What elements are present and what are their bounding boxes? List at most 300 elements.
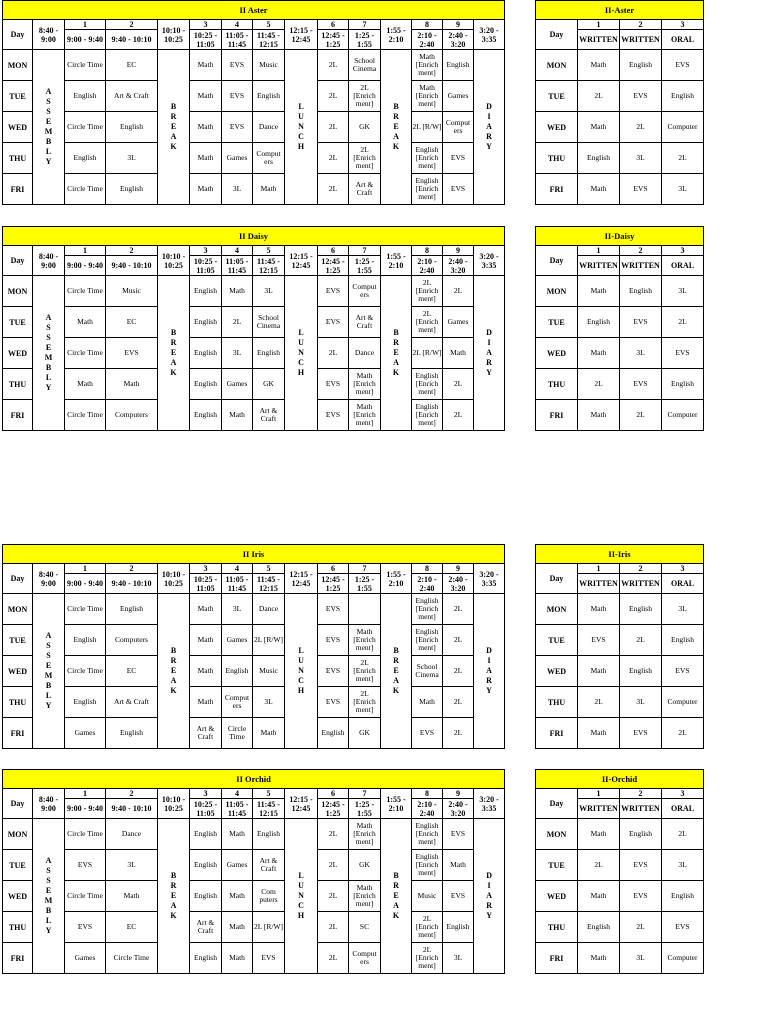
subject-cell: EC bbox=[106, 656, 158, 687]
subject-cell: English [Enrich ment] bbox=[412, 174, 443, 205]
day-label: THU bbox=[536, 912, 578, 943]
period-number: 6 bbox=[318, 564, 349, 574]
period-number: 2 bbox=[106, 789, 158, 799]
assessment-cell: EVS bbox=[620, 81, 662, 112]
section-title: II Iris bbox=[3, 545, 505, 564]
assessment-cell: 2L bbox=[620, 112, 662, 143]
assembly-time: 8:40 - 9:00 bbox=[33, 246, 65, 276]
assembly-time: 8:40 - 9:00 bbox=[33, 20, 65, 50]
assessment-cell: EVS bbox=[662, 656, 704, 687]
diary-time: 3:20 - 3:35 bbox=[474, 20, 505, 50]
day-label: THU bbox=[3, 369, 33, 400]
period-number: 3 bbox=[190, 246, 222, 256]
subject-cell: 2L bbox=[318, 850, 349, 881]
period-time: 12:45 - 1:25 bbox=[318, 799, 349, 819]
day-label: TUE bbox=[3, 81, 33, 112]
assessment-cell: EVS bbox=[620, 307, 662, 338]
subject-cell: 3L bbox=[106, 143, 158, 174]
subject-cell: EVS bbox=[318, 307, 349, 338]
period-number: 3 bbox=[662, 564, 704, 574]
period-number: 6 bbox=[318, 789, 349, 799]
assessment-cell: English bbox=[662, 81, 704, 112]
subject-cell: Dance bbox=[106, 819, 158, 850]
day-label: WED bbox=[3, 112, 33, 143]
assessment-cell: Math bbox=[578, 276, 620, 307]
assessment-cell: EVS bbox=[620, 718, 662, 749]
day-label: MON bbox=[536, 594, 578, 625]
subject-cell: EC bbox=[106, 912, 158, 943]
subject-cell: Dance bbox=[253, 594, 285, 625]
period-number: 4 bbox=[222, 564, 253, 574]
subject-cell: EVS bbox=[318, 625, 349, 656]
subject-cell: Circle Time bbox=[65, 594, 106, 625]
day-label: WED bbox=[3, 338, 33, 369]
section-timetable-1 bbox=[2, 226, 505, 431]
assessment-cell: EVS bbox=[620, 850, 662, 881]
lunch-time: 12:15 - 12:45 bbox=[285, 246, 318, 276]
period-number: 3 bbox=[662, 789, 704, 799]
period-time: 11:45 - 12:15 bbox=[253, 799, 285, 819]
subject-cell: Computers bbox=[106, 400, 158, 431]
subject-cell: EVS bbox=[443, 143, 474, 174]
day-label: THU bbox=[536, 687, 578, 718]
assessment-cell: Computer bbox=[662, 112, 704, 143]
day-label: MON bbox=[536, 276, 578, 307]
subject-cell: Math bbox=[190, 656, 222, 687]
subject-cell: Computers bbox=[106, 625, 158, 656]
subject-cell: English bbox=[190, 943, 222, 974]
period-number: 3 bbox=[190, 789, 222, 799]
subject-cell: Dance bbox=[253, 112, 285, 143]
subject-cell: EVS bbox=[443, 174, 474, 205]
subject-cell: 2L bbox=[318, 943, 349, 974]
subject-cell: 2L [Enrich ment] bbox=[349, 143, 381, 174]
assembly-label: A S S E M B L Y bbox=[33, 819, 65, 974]
subject-cell: EVS bbox=[318, 687, 349, 718]
period-time: 2:40 - 3:20 bbox=[443, 574, 474, 594]
assessment-cell: EVS bbox=[620, 881, 662, 912]
subject-cell: Math bbox=[190, 625, 222, 656]
day-header: Day bbox=[536, 564, 578, 594]
period-time: 10:25 - 11:05 bbox=[190, 799, 222, 819]
assessment-cell: English bbox=[620, 819, 662, 850]
subject-cell: English bbox=[190, 850, 222, 881]
assessment-cell: Math bbox=[578, 400, 620, 431]
subject-cell: Comput ers bbox=[443, 112, 474, 143]
period-number: 2 bbox=[620, 564, 662, 574]
subject-cell: EVS bbox=[222, 81, 253, 112]
subject-cell: 2L bbox=[443, 276, 474, 307]
subject-cell: 2L [R/W] bbox=[412, 338, 443, 369]
period-number: 5 bbox=[253, 564, 285, 574]
subject-cell: English bbox=[106, 174, 158, 205]
period-time: 2:10 - 2:40 bbox=[412, 574, 443, 594]
subject-cell: English [Enrich ment] bbox=[412, 369, 443, 400]
subject-cell: 2L bbox=[318, 881, 349, 912]
period-number: 4 bbox=[222, 246, 253, 256]
assessment-cell: 2L bbox=[578, 850, 620, 881]
subject-cell: English bbox=[190, 307, 222, 338]
day-header: Day bbox=[536, 246, 578, 276]
lunch-label: L U N C H bbox=[285, 50, 318, 205]
period-time: 9:40 - 10:10 bbox=[106, 799, 158, 819]
oral-header: ORAL bbox=[662, 799, 704, 819]
assessment-cell: Math bbox=[578, 50, 620, 81]
section-timetable-0 bbox=[2, 0, 505, 205]
break-label: B R E A K bbox=[158, 50, 190, 205]
period-time: 10:25 - 11:05 bbox=[190, 30, 222, 50]
subject-cell: GK bbox=[349, 112, 381, 143]
subject-cell: English [Enrich ment] bbox=[412, 594, 443, 625]
assessment-title: II-Aster bbox=[536, 1, 704, 20]
subject-cell: Math [Enrich ment] bbox=[349, 369, 381, 400]
subject-cell: English bbox=[222, 656, 253, 687]
day-label: FRI bbox=[536, 174, 578, 205]
break-label: B R E A K bbox=[381, 276, 412, 431]
subject-cell: Circle Time bbox=[222, 718, 253, 749]
assembly-label: A S S E M B L Y bbox=[33, 276, 65, 431]
subject-cell: Music bbox=[412, 881, 443, 912]
assessment-cell: English bbox=[662, 625, 704, 656]
subject-cell: 2L [Enrich ment] bbox=[412, 943, 443, 974]
day-label: MON bbox=[3, 50, 33, 81]
period-number: 1 bbox=[65, 789, 106, 799]
period-time: 2:10 - 2:40 bbox=[412, 256, 443, 276]
subject-cell: Math bbox=[190, 687, 222, 718]
day-label: WED bbox=[3, 881, 33, 912]
subject-cell: 3L bbox=[443, 943, 474, 974]
assessment-cell: 2L bbox=[578, 81, 620, 112]
period-number: 5 bbox=[253, 246, 285, 256]
break-label: B R E A K bbox=[158, 594, 190, 749]
subject-cell: 2L [Enrich ment] bbox=[349, 687, 381, 718]
subject-cell: Games bbox=[443, 307, 474, 338]
subject-cell: 2L bbox=[318, 819, 349, 850]
subject-cell: 2L bbox=[443, 594, 474, 625]
diary-time: 3:20 - 3:35 bbox=[474, 564, 505, 594]
day-label: TUE bbox=[3, 307, 33, 338]
period-number: 6 bbox=[318, 246, 349, 256]
subject-cell: GK bbox=[349, 718, 381, 749]
subject-cell: Art & Craft bbox=[349, 174, 381, 205]
assessment-cell: English bbox=[578, 912, 620, 943]
subject-cell: 2L [R/W] bbox=[253, 625, 285, 656]
section-assessment-1 bbox=[535, 226, 704, 431]
subject-cell: School Cinema bbox=[253, 307, 285, 338]
assessment-cell: Math bbox=[578, 881, 620, 912]
subject-cell: Math [Enrich ment] bbox=[412, 81, 443, 112]
assessment-cell: 3L bbox=[662, 850, 704, 881]
assessment-cell: English bbox=[578, 143, 620, 174]
assessment-cell: Math bbox=[578, 718, 620, 749]
subject-cell: Math bbox=[412, 687, 443, 718]
period-time: 9:00 - 9:40 bbox=[65, 799, 106, 819]
subject-cell: Math bbox=[222, 881, 253, 912]
assessment-cell: Math bbox=[578, 112, 620, 143]
break-time: 10:10 - 10:25 bbox=[158, 20, 190, 50]
period-time: 9:00 - 9:40 bbox=[65, 574, 106, 594]
subject-cell: English bbox=[318, 718, 349, 749]
assessment-cell: 2L bbox=[662, 718, 704, 749]
subject-cell: Circle Time bbox=[65, 174, 106, 205]
lunch-time: 12:15 - 12:45 bbox=[285, 789, 318, 819]
subject-cell: 3L bbox=[253, 276, 285, 307]
subject-cell: Art & Craft bbox=[106, 687, 158, 718]
subject-cell: English [Enrich ment] bbox=[412, 819, 443, 850]
subject-cell: Games bbox=[65, 943, 106, 974]
break-time: 10:10 - 10:25 bbox=[158, 789, 190, 819]
section-assessment-3 bbox=[535, 769, 704, 974]
subject-cell: English bbox=[190, 819, 222, 850]
subject-cell: Games bbox=[65, 718, 106, 749]
assessment-title: II-Daisy bbox=[536, 227, 704, 246]
period-number: 1 bbox=[578, 246, 620, 256]
subject-cell: GK bbox=[349, 850, 381, 881]
assessment-cell: EVS bbox=[620, 174, 662, 205]
period-number: 7 bbox=[349, 564, 381, 574]
subject-cell: EVS bbox=[318, 594, 349, 625]
subject-cell: English [Enrich ment] bbox=[412, 143, 443, 174]
period-time: 11:05 - 11:45 bbox=[222, 256, 253, 276]
assessment-cell: Math bbox=[578, 174, 620, 205]
subject-cell: English bbox=[65, 625, 106, 656]
assessment-cell: 3L bbox=[620, 687, 662, 718]
break-time: 10:10 - 10:25 bbox=[158, 246, 190, 276]
subject-cell bbox=[349, 594, 381, 625]
subject-cell: Math bbox=[190, 594, 222, 625]
day-label: MON bbox=[3, 594, 33, 625]
period-time: 9:40 - 10:10 bbox=[106, 256, 158, 276]
subject-cell: English [Enrich ment] bbox=[412, 850, 443, 881]
assessment-cell: 2L bbox=[662, 819, 704, 850]
assessment-cell: English bbox=[620, 656, 662, 687]
assessment-cell: English bbox=[620, 50, 662, 81]
section-timetable-2 bbox=[2, 544, 505, 749]
subject-cell: Art & Craft bbox=[349, 307, 381, 338]
assessment-cell: 3L bbox=[662, 594, 704, 625]
subject-cell: EC bbox=[106, 50, 158, 81]
subject-cell: Math bbox=[443, 850, 474, 881]
period-number: 3 bbox=[190, 564, 222, 574]
assessment-cell: 2L bbox=[662, 307, 704, 338]
period-number: 4 bbox=[222, 789, 253, 799]
written-header: WRITTEN bbox=[620, 574, 662, 594]
subject-cell: Circle Time bbox=[65, 112, 106, 143]
subject-cell: Circle Time bbox=[65, 819, 106, 850]
diary-time: 3:20 - 3:35 bbox=[474, 246, 505, 276]
subject-cell: 2L [Enrich ment] bbox=[412, 276, 443, 307]
period-number: 1 bbox=[578, 564, 620, 574]
assessment-cell: Computer bbox=[662, 687, 704, 718]
subject-cell: Math bbox=[253, 174, 285, 205]
assessment-cell: 3L bbox=[620, 943, 662, 974]
subject-cell: Math bbox=[443, 338, 474, 369]
period-time: 11:45 - 12:15 bbox=[253, 256, 285, 276]
day-label: MON bbox=[536, 50, 578, 81]
period-time: 2:40 - 3:20 bbox=[443, 256, 474, 276]
subject-cell: Math bbox=[190, 50, 222, 81]
subject-cell: EVS bbox=[318, 369, 349, 400]
lunch-label: L U N C H bbox=[285, 594, 318, 749]
subject-cell: 2L bbox=[318, 912, 349, 943]
subject-cell: 3L bbox=[222, 338, 253, 369]
period-number: 2 bbox=[106, 20, 158, 30]
subject-cell: Math bbox=[65, 307, 106, 338]
written-header: WRITTEN bbox=[578, 799, 620, 819]
day-label: FRI bbox=[536, 718, 578, 749]
subject-cell: Math bbox=[190, 143, 222, 174]
assessment-cell: English bbox=[620, 276, 662, 307]
assessment-cell: 2L bbox=[578, 369, 620, 400]
period-number: 2 bbox=[620, 20, 662, 30]
subject-cell: Music bbox=[253, 50, 285, 81]
diary-label: D I A R Y bbox=[474, 50, 505, 205]
subject-cell: 2L [R/W] bbox=[253, 912, 285, 943]
subject-cell: 2L bbox=[443, 718, 474, 749]
lunch-label: L U N C H bbox=[285, 819, 318, 974]
assessment-cell: Math bbox=[578, 819, 620, 850]
period-time: 11:05 - 11:45 bbox=[222, 799, 253, 819]
subject-cell: Com puters bbox=[253, 881, 285, 912]
written-header: WRITTEN bbox=[620, 30, 662, 50]
subject-cell: Circle Time bbox=[65, 338, 106, 369]
subject-cell: Music bbox=[106, 276, 158, 307]
assessment-cell: EVS bbox=[662, 50, 704, 81]
subject-cell: Math bbox=[190, 174, 222, 205]
assessment-title: II-Orchid bbox=[536, 770, 704, 789]
period-time: 1:25 - 1:55 bbox=[349, 256, 381, 276]
subject-cell: EVS bbox=[443, 881, 474, 912]
assessment-cell: Math bbox=[578, 338, 620, 369]
period-time: 12:45 - 1:25 bbox=[318, 256, 349, 276]
subject-cell: Circle Time bbox=[65, 881, 106, 912]
subject-cell: Circle Time bbox=[65, 276, 106, 307]
period-number: 2 bbox=[106, 564, 158, 574]
assessment-cell: Math bbox=[578, 656, 620, 687]
section-title: II Orchid bbox=[3, 770, 505, 789]
break-label: B R E A K bbox=[158, 819, 190, 974]
period-number: 1 bbox=[578, 20, 620, 30]
day-label: MON bbox=[3, 276, 33, 307]
subject-cell: Math [Enrich ment] bbox=[412, 50, 443, 81]
subject-cell: EVS bbox=[412, 718, 443, 749]
period-number: 2 bbox=[106, 246, 158, 256]
day-label: TUE bbox=[536, 307, 578, 338]
subject-cell: English bbox=[65, 687, 106, 718]
subject-cell: 2L bbox=[443, 687, 474, 718]
day-label: TUE bbox=[536, 625, 578, 656]
subject-cell: Comput ers bbox=[349, 943, 381, 974]
subject-cell: Art & Craft bbox=[253, 400, 285, 431]
period-time: 2:10 - 2:40 bbox=[412, 30, 443, 50]
assessment-cell: EVS bbox=[620, 369, 662, 400]
subject-cell: Math [Enrich ment] bbox=[349, 819, 381, 850]
subject-cell: School Cinema bbox=[349, 50, 381, 81]
subject-cell: English bbox=[253, 338, 285, 369]
day-label: THU bbox=[3, 687, 33, 718]
subject-cell: English bbox=[190, 369, 222, 400]
period-number: 2 bbox=[620, 789, 662, 799]
day-label: FRI bbox=[3, 400, 33, 431]
subject-cell: Dance bbox=[349, 338, 381, 369]
subject-cell: EVS bbox=[106, 338, 158, 369]
period-time: 11:05 - 11:45 bbox=[222, 574, 253, 594]
written-header: WRITTEN bbox=[578, 256, 620, 276]
subject-cell: 2L [Enrich ment] bbox=[412, 912, 443, 943]
assessment-cell: 3L bbox=[662, 174, 704, 205]
assembly-time: 8:40 - 9:00 bbox=[33, 789, 65, 819]
period-number: 7 bbox=[349, 20, 381, 30]
day-label: FRI bbox=[3, 943, 33, 974]
lunch-time: 12:15 - 12:45 bbox=[285, 20, 318, 50]
period-time: 10:25 - 11:05 bbox=[190, 574, 222, 594]
assessment-cell: Math bbox=[578, 594, 620, 625]
subject-cell: Math bbox=[106, 369, 158, 400]
subject-cell: Circle Time bbox=[65, 400, 106, 431]
assessment-cell: Math bbox=[578, 943, 620, 974]
period-number: 1 bbox=[65, 564, 106, 574]
section-title: II Aster bbox=[3, 1, 505, 20]
break-time: 10:10 - 10:25 bbox=[158, 564, 190, 594]
day-header: Day bbox=[536, 20, 578, 50]
subject-cell: Math [Enrich ment] bbox=[349, 625, 381, 656]
subject-cell: Games bbox=[443, 81, 474, 112]
period-number: 1 bbox=[578, 789, 620, 799]
break-time: 1:55 - 2:10 bbox=[381, 789, 412, 819]
subject-cell: Games bbox=[222, 143, 253, 174]
subject-cell: Math bbox=[222, 912, 253, 943]
subject-cell: 2L bbox=[443, 656, 474, 687]
period-number: 9 bbox=[443, 20, 474, 30]
subject-cell: 3L bbox=[222, 594, 253, 625]
oral-header: ORAL bbox=[662, 574, 704, 594]
period-number: 7 bbox=[349, 246, 381, 256]
day-label: MON bbox=[536, 819, 578, 850]
subject-cell: Comput ers bbox=[349, 276, 381, 307]
subject-cell: English [Enrich ment] bbox=[412, 625, 443, 656]
assessment-cell: 2L bbox=[578, 687, 620, 718]
day-header: Day bbox=[3, 20, 33, 50]
assessment-cell: 2L bbox=[620, 912, 662, 943]
period-number: 7 bbox=[349, 789, 381, 799]
period-time: 11:45 - 12:15 bbox=[253, 574, 285, 594]
oral-header: ORAL bbox=[662, 256, 704, 276]
assessment-cell: 3L bbox=[620, 143, 662, 174]
day-header: Day bbox=[3, 789, 33, 819]
period-number: 5 bbox=[253, 20, 285, 30]
break-time: 1:55 - 2:10 bbox=[381, 246, 412, 276]
subject-cell: English bbox=[65, 81, 106, 112]
period-time: 1:25 - 1:55 bbox=[349, 30, 381, 50]
period-time: 2:10 - 2:40 bbox=[412, 799, 443, 819]
assessment-cell: 3L bbox=[662, 276, 704, 307]
period-time: 10:25 - 11:05 bbox=[190, 256, 222, 276]
oral-header: ORAL bbox=[662, 30, 704, 50]
subject-cell: English bbox=[65, 143, 106, 174]
assessment-cell: EVS bbox=[662, 338, 704, 369]
lunch-time: 12:15 - 12:45 bbox=[285, 564, 318, 594]
subject-cell: 2L bbox=[443, 625, 474, 656]
day-label: THU bbox=[3, 912, 33, 943]
subject-cell: EVS bbox=[222, 112, 253, 143]
subject-cell: Circle Time bbox=[106, 943, 158, 974]
period-number: 2 bbox=[620, 246, 662, 256]
subject-cell: GK bbox=[253, 369, 285, 400]
subject-cell: Games bbox=[222, 850, 253, 881]
period-time: 11:45 - 12:15 bbox=[253, 30, 285, 50]
period-time: 2:40 - 3:20 bbox=[443, 799, 474, 819]
period-number: 8 bbox=[412, 789, 443, 799]
